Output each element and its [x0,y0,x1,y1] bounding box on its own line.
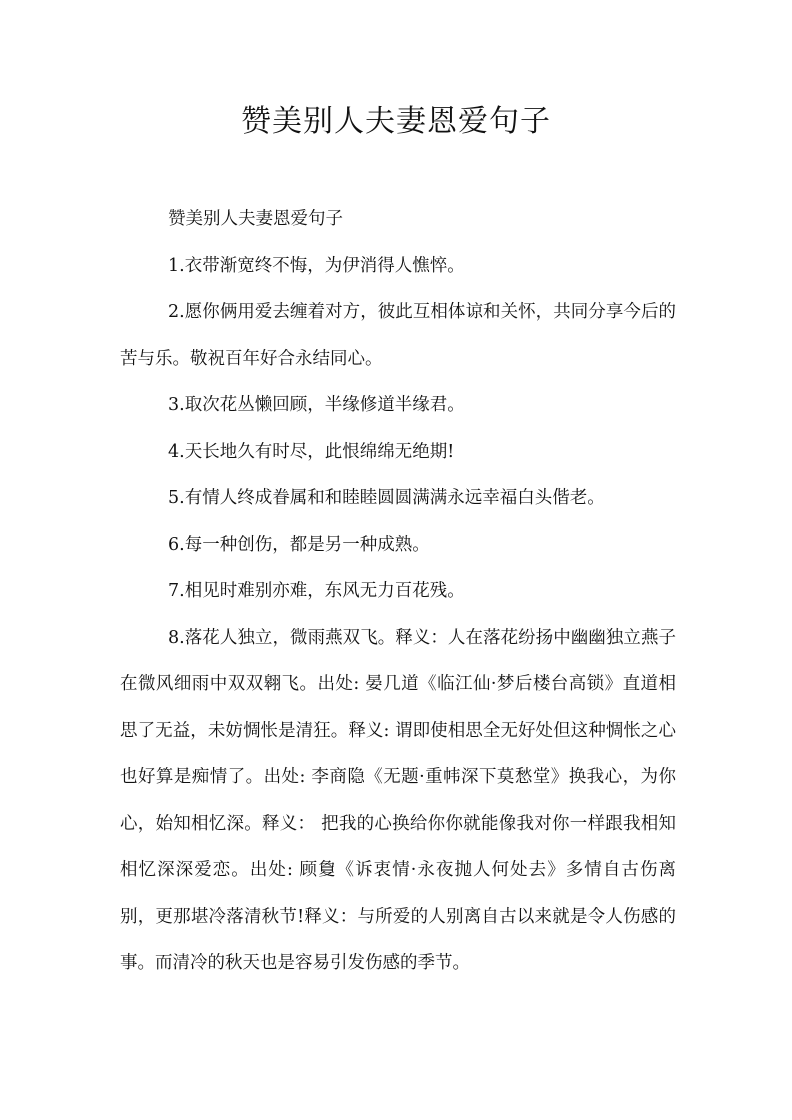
paragraph-item-7: 7.相见时难别亦难，东风无力百花残。 [168,581,465,601]
paragraph-heading: 赞美别人夫妻恩爱句子 [168,209,343,229]
document-body [120,196,676,987]
paragraph-item-8: 8.落花人独立，微雨燕双飞。释义：人在落花纷扬中幽幽独立燕子在微风细雨中双双翱飞。出处: 晏几道《临江仙·梦后楼台高锁》直道相思了无益，未妨惆怅是清狂。释义: 谓即使相思全无好处但这种惆怅之心也好算是痴情了。出处: 李商隐《无题·重帏深下莫愁堂》换我心，为你心，始知相忆深。释义： 把我的心换给你你就能像我对你一样跟我相知相忆深深爱恋。出处: 顾敻《诉衷情·永夜抛人何处去》多情自古伤离别，更那堪冷落清秋节!释义：与所爱的人别离自古以来就是令人伤感的事。而清冷的秋天也是容易引发伤感的季节。 [120,627,676,973]
paragraph-item-4: 4.天长地久有时尽，此恨绵绵无绝期! [168,441,455,462]
page-title: 赞美别人夫妻恩爱句子 [241,104,551,139]
paragraph-item-6: 6.每一种创伤，都是另一种成熟。 [168,534,430,555]
paragraph-item-1: 1.衣带渐宽终不悔，为伊消得人憔悴。 [168,255,465,276]
paragraph-item-5: 5.有情人终成眷属和和睦睦圆圆满满永远幸福白头偕老。 [168,488,605,508]
paragraph-item-3: 3.取次花丛懒回顾，半缘修道半缘君。 [168,395,465,415]
paragraph-item-2: 2.愿你俩用爱去缠着对方，彼此互相体谅和关怀，共同分享今后的苦与乐。敬祝百年好合永结同心。 [120,302,676,369]
